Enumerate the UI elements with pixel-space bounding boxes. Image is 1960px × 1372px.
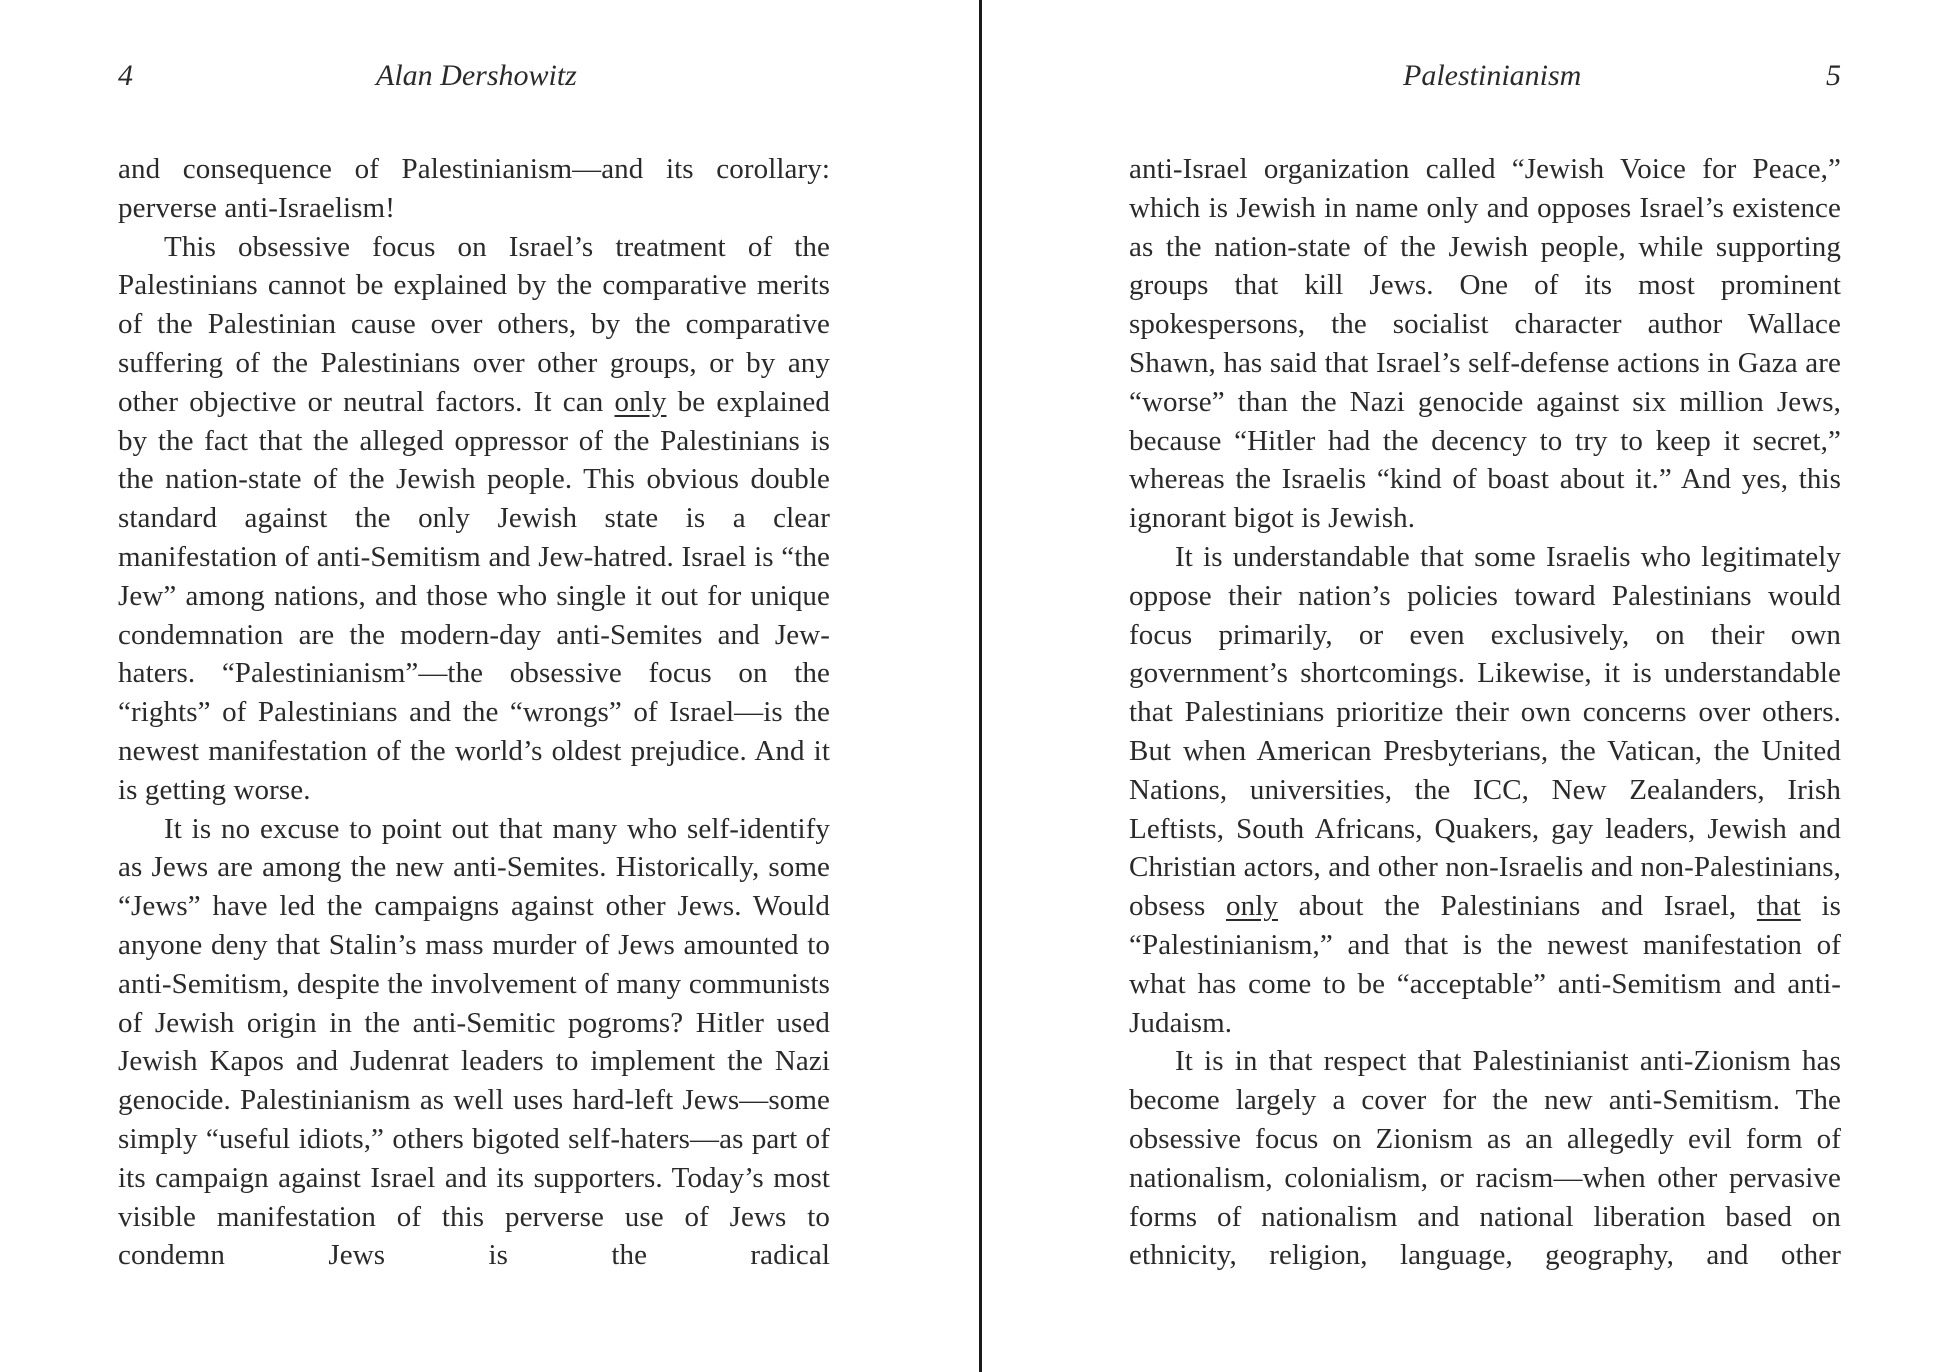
paragraph bbox=[118, 150, 830, 228]
page-number: 5 bbox=[1826, 59, 1841, 92]
right-page bbox=[982, 0, 1960, 1372]
paragraph-text: It is understandable that some Israelis who legitimately oppose their nation’s policies toward Palestinians would focus primarily, or even exclusively, on their own government’s shortcomings. Likewise, it is understandable that Palestinians prioritize their own concerns over others. But when American Presbyterians, the Vatican, the United Nations, universities, the ICC, New Zealanders, Irish Leftists, South Africans, Quakers, gay leaders, Jewish and Christian actors, and other non-Israelis and non-Palestinians, obsess bbox=[1129, 540, 1841, 923]
paragraph-text: It is in that respect that Palestinianist anti-Zionism has become largely a cover for the new anti-Semitism. The obsessive focus on Zionism as an allegedly evil form of nationalism, colonialism, or racism—when other pervasive forms of nationalism and national liberation based on ethnicity, religion, language, geography, and other bbox=[1129, 1045, 1841, 1272]
paragraph-text: is “Palestinianism,” and that is the newest manifestation of what has come to be “acceptable” anti-Semitism and anti-Judaism. bbox=[1129, 890, 1841, 1039]
running-head-author: Alan Dershowitz bbox=[376, 59, 577, 92]
underlined-emphasis: only bbox=[614, 385, 667, 418]
paragraph-text: be explained by the fact that the alleged oppressor of the Palestinians is the nation-state of the Jewish people. This obvious double standard against the only Jewish state is a clear manifestation of anti-Semitism and Jew-hatred. Israel is “the Jew” among nations, and those who single it out for unique condemnation are the modern-day anti-Semites and Jew-haters. “Palestinianism”—the obsessive focus on the “rights” of Palestinians and the “wrongs” of Israel—is the newest manifestation of the world’s oldest prejudice. And it is getting worse. bbox=[118, 385, 831, 806]
underlined-emphasis: only bbox=[1226, 890, 1278, 923]
paragraph-text: and consequence of Palestinianism—and its corollary: perverse anti-Israelism! bbox=[118, 153, 830, 224]
paragraph bbox=[118, 228, 830, 810]
running-head-title: Palestinianism bbox=[1403, 59, 1582, 92]
page-number: 4 bbox=[118, 59, 133, 92]
underlined-emphasis: that bbox=[1756, 890, 1801, 923]
paragraph-text: anti-Israel organization called “Jewish Voice for Peace,” which is Jewish in name only and opposes Israel’s existence as the nation-state of the Jewish people, while supporting groups that kill Jews. One of its most prominent spokespersons, the socialist character author Wallace Shawn, has said that Israel’s self-defense actions in Gaza are “worse” than the Nazi genocide against six million Jews, because “Hitler had the decency to try to keep it secret,” whereas the Israelis “kind of boast about it.” And yes, this ignorant bigot is Jewish. bbox=[1129, 153, 1841, 535]
page-body bbox=[1129, 150, 1841, 1275]
paragraph-text: This obsessive focus on Israel’s treatment of the Palestinians cannot be explained by the comparative merits of the Palestinian cause over others, by the comparative suffering of the Palestinians over other groups, or by any other objective or neutral factors. It can bbox=[118, 230, 830, 418]
paragraph bbox=[118, 810, 830, 1276]
paragraph bbox=[1129, 538, 1841, 1042]
paragraph-text: about the Palestinians and Israel, bbox=[1277, 890, 1757, 923]
paragraph bbox=[1129, 150, 1841, 538]
page-body bbox=[118, 150, 830, 1275]
paragraph bbox=[1129, 1042, 1841, 1275]
paragraph-text: It is no excuse to point out that many who self-identify as Jews are among the new anti-Semites. Historically, some “Jews” have led the campaigns against other Jews. Would anyone deny that Stalin’s mass murder of Jews amounted to anti-Semitism, despite the involvement of many communists of Jewish origin in the anti-Semitic pogroms? Hitler used Jewish Kapos and Judenrat leaders to implement the Nazi genocide. Palestinianism as well uses hard-left Jews—some simply “useful idiots,” others bigoted self-haters—as part of its campaign against Israel and its supporters. Today’s most visible manifestation of this perverse use of Jews to condemn Jews is the radical bbox=[118, 812, 830, 1272]
